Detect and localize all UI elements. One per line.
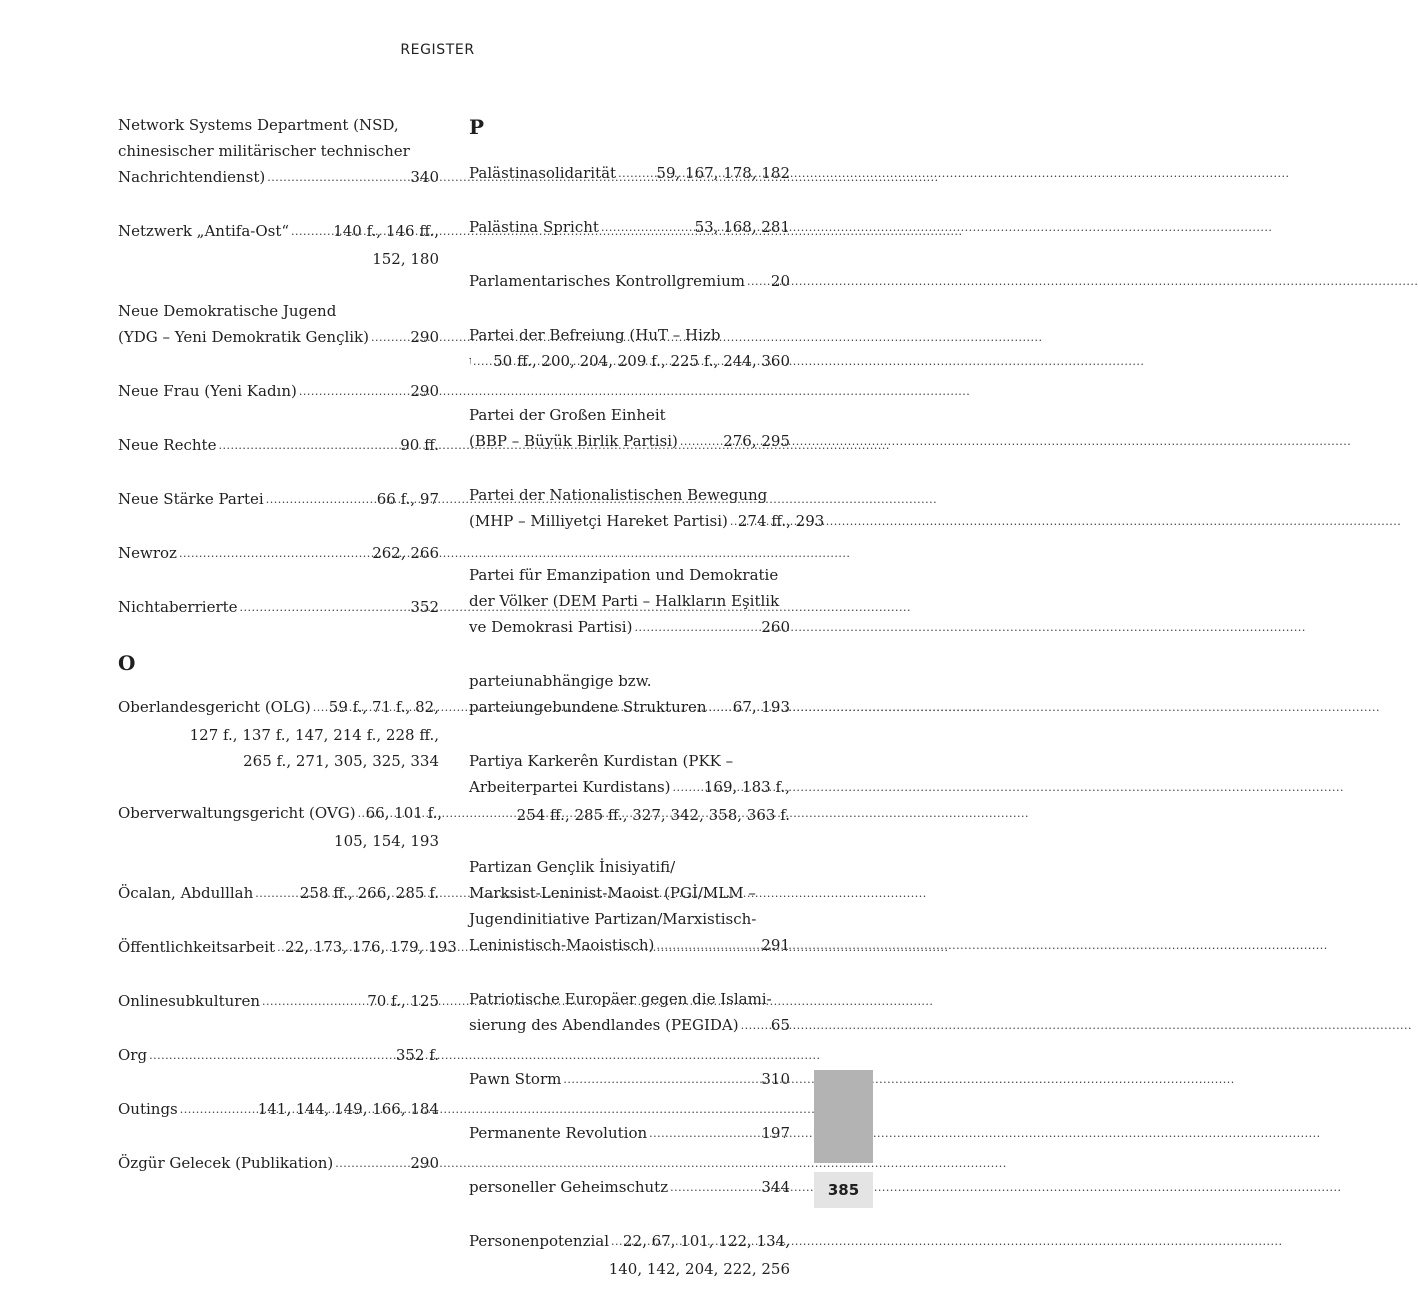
entry-page-refs: 67, 193 — [732, 698, 790, 716]
index-entries-p — [469, 160, 825, 1282]
index-entry — [469, 562, 790, 642]
entry-page-refs: 59 f., 71 f., 82, — [328, 698, 439, 716]
entry-page-refs: 352 f. — [395, 1046, 439, 1064]
entry-leader-line — [118, 988, 439, 1016]
entry-page-refs: 65 — [770, 1016, 790, 1034]
dot-leader — [149, 1043, 394, 1069]
entry-term: Outings — [118, 1100, 178, 1118]
entry-page-refs: 22, 173, 176, 179, 193 — [285, 938, 457, 956]
dot-leader — [649, 1121, 759, 1147]
entry-leader-line — [469, 774, 790, 802]
entry-leader-line — [469, 1012, 790, 1040]
entry-term-line: Partizan Gençlik İnisiyatifi/ — [469, 858, 676, 876]
index-entry — [469, 160, 790, 188]
entry-term: Newroz — [118, 544, 177, 562]
index-entry — [118, 432, 439, 460]
entry-term: Org — [118, 1046, 148, 1064]
dot-leader — [741, 1013, 769, 1039]
entry-page-refs: 310 — [761, 1070, 790, 1088]
entry-term-line: Partei der Großen Einheit — [469, 406, 666, 424]
entry-leader-line — [469, 1174, 790, 1202]
entry-page-refs: 291 — [761, 936, 790, 954]
index-entries-n — [118, 112, 439, 622]
index-entry — [469, 668, 790, 722]
entry-term: Neue Rechte — [118, 436, 217, 454]
entry-page-refs: 290 — [410, 382, 439, 400]
entry-leader-line — [469, 508, 825, 536]
dot-leader — [618, 161, 654, 187]
index-entry — [469, 1066, 790, 1094]
entry-term: Arbeiterpartei Kurdistans) — [469, 778, 671, 796]
index-entry — [118, 378, 439, 406]
entry-leader-line — [469, 160, 790, 188]
entry-page-refs: 22, 67, 101, 122, 134, — [623, 1232, 790, 1250]
entry-page-refs-continued: 152, 180 — [372, 250, 439, 268]
entry-page-refs: 262, 266 — [372, 544, 439, 562]
entry-term: ve Demokrasi Partisi) — [469, 618, 633, 636]
index-entry — [469, 748, 790, 828]
entry-term-line: Partei der Befreiung (HuT – Hizb — [469, 326, 721, 344]
index-entry — [118, 1150, 439, 1178]
entry-page-refs: 140 f., 146 ff., — [333, 222, 439, 240]
dot-leader — [335, 1151, 408, 1177]
entry-term: Öffentlichkeitsarbeit — [118, 938, 276, 956]
entry-leader-line — [469, 1066, 790, 1094]
entry-page-refs: 169, 183 f., — [703, 778, 790, 796]
index-entry — [118, 694, 439, 774]
entry-term: (YDG – Yeni Demokratik Gençlik) — [118, 328, 370, 346]
dot-leader — [673, 775, 702, 801]
entry-term: (MHP – Milliyetçi Hareket Partisi) — [469, 512, 728, 530]
entry-page-refs: 70 f., 125 — [367, 992, 439, 1010]
dot-leader — [313, 695, 327, 721]
index-entry — [118, 1042, 439, 1070]
dot-leader — [563, 1067, 759, 1093]
entry-page-refs-continued: 254 ff., 285 ff., 327, 342, 358, 363 f. — [516, 806, 790, 824]
entry-term-line: chinesischer militärischer technischer — [118, 142, 410, 160]
entry-leader-line — [118, 164, 439, 192]
entry-leader-line — [118, 432, 439, 460]
entry-page-refs-continued: 127 f., 137 f., 147, 214 f., 228 ff., — [189, 726, 439, 744]
entry-term: Nichtaberrierte — [118, 598, 238, 616]
dot-leader — [240, 595, 409, 621]
entry-page-refs: 276, 295 — [723, 432, 790, 450]
entry-leader-line — [118, 540, 439, 568]
index-entry — [469, 482, 825, 536]
entry-page-refs: 258 ff., 266, 285 f. — [299, 884, 439, 902]
entry-page-refs-continued: 140, 142, 204, 222, 256 — [608, 1260, 790, 1278]
entry-leader-line — [118, 1150, 439, 1178]
entry-term-line: Partei der Nationalistischen Bewegung — [469, 486, 768, 504]
entry-leader-line — [118, 934, 457, 962]
entry-page-refs: 66 f., 97 — [376, 490, 439, 508]
index-entry — [118, 486, 439, 514]
dot-leader — [180, 1097, 256, 1123]
entry-page-refs-continued: 265 f., 271, 305, 325, 334 — [243, 752, 439, 770]
entry-term-line: Network Systems Department (NSD, — [118, 116, 399, 134]
entry-leader-line — [118, 880, 439, 908]
entry-page-refs: 260 — [761, 618, 790, 636]
entry-leader-line — [118, 1096, 439, 1124]
entry-term: Personenpotenzial — [469, 1232, 610, 1250]
entry-page-refs: 344 — [761, 1178, 790, 1196]
entry-term: Parlamentarisches Kontrollgremium — [469, 272, 745, 290]
index-entry — [118, 540, 439, 568]
entry-term: Neue Stärke Partei — [118, 490, 264, 508]
entry-page-refs-continued: 105, 154, 193 — [334, 832, 439, 850]
dot-leader — [255, 881, 298, 907]
dot-leader — [179, 541, 370, 567]
index-entry — [118, 112, 439, 192]
dot-leader — [634, 615, 759, 641]
dot-leader — [371, 325, 408, 351]
dot-leader — [358, 801, 364, 827]
index-entry — [469, 1174, 790, 1202]
entry-term-line: Neue Demokratische Jugend — [118, 302, 337, 320]
entry-term: Pawn Storm — [469, 1070, 562, 1088]
entry-term: (BBP – Büyük Birlik Partisi) — [469, 432, 678, 450]
section-letter-p: P — [469, 115, 485, 139]
entry-leader-line — [469, 932, 790, 960]
dot-leader — [656, 933, 759, 959]
entry-page-refs: 53, 168, 281 — [694, 218, 790, 236]
index-entry — [469, 322, 790, 376]
index-entry — [469, 214, 790, 242]
entry-term-line: Partiya Karkerên Kurdistan (PKK – — [469, 752, 734, 770]
index-column-left — [118, 112, 457, 1204]
entry-leader-line — [469, 1228, 790, 1256]
dot-leader — [601, 215, 693, 241]
entry-leader-line — [118, 486, 439, 514]
entry-page-refs: 20 — [770, 272, 790, 290]
entry-leader-line — [469, 214, 790, 242]
index-entry — [469, 268, 790, 296]
entry-page-refs: 66, 101 f., — [365, 804, 443, 822]
entry-leader-line — [118, 378, 439, 406]
entry-leader-line — [118, 324, 439, 352]
entry-page-refs: 352 — [410, 598, 439, 616]
entry-term: Onlinesubkulturen — [118, 992, 260, 1010]
entry-term-line: Patriotische Europäer gegen die Islami- — [469, 990, 772, 1008]
dot-leader — [709, 695, 731, 721]
entry-page-refs: 340 — [410, 168, 439, 186]
entry-term: Oberlandesgericht (OLG) — [118, 698, 311, 716]
dot-leader — [730, 509, 736, 535]
index-entry — [118, 298, 439, 352]
index-entry — [118, 880, 439, 908]
entry-page-refs: 290 — [410, 328, 439, 346]
page-number: 385 — [814, 1172, 873, 1208]
entry-term: sierung des Abendlandes (PEGIDA) — [469, 1016, 739, 1034]
entry-leader-line — [118, 218, 439, 246]
dot-leader — [747, 269, 769, 295]
index-entry — [469, 986, 790, 1040]
entry-term: Oberverwaltungsgericht (OVG) — [118, 804, 356, 822]
entry-term: personeller Geheimschutz — [469, 1178, 669, 1196]
entry-leader-line — [469, 1120, 790, 1148]
index-column-right — [469, 112, 825, 1308]
dot-leader — [611, 1229, 621, 1255]
running-head: REGISTER — [400, 42, 475, 58]
index-entry — [118, 594, 439, 622]
entry-term-line: der Völker (DEM Parti – Halkların Eşitlik — [469, 592, 780, 610]
entry-term: Palästina Spricht — [469, 218, 599, 236]
thumb-tab — [814, 1070, 873, 1163]
entry-leader-line — [469, 694, 790, 722]
entry-leader-line — [469, 348, 790, 376]
entry-page-refs: 59, 167, 178, 182 — [656, 164, 790, 182]
dot-leader — [291, 219, 331, 245]
entry-leader-line — [118, 694, 439, 722]
entry-term: Nachrichtendienst) — [118, 168, 266, 186]
entry-page-refs: 90 ff. — [400, 436, 439, 454]
dot-leader — [670, 1175, 759, 1201]
entry-term: Neue Frau (Yeni Kadın) — [118, 382, 297, 400]
entry-leader-line — [469, 268, 790, 296]
entry-page-refs: 290 — [410, 1154, 439, 1172]
entry-page-refs: 274 ff., 293 — [737, 512, 825, 530]
index-entry — [469, 402, 790, 456]
entry-term: Öcalan, Abdulllah — [118, 884, 254, 902]
entry-leader-line — [469, 614, 790, 642]
entry-term-line: Jugendinitiative Partizan/Marxistisch- — [469, 910, 757, 928]
index-entry — [118, 934, 457, 962]
section-letter-o: O — [118, 651, 136, 675]
index-entry — [469, 854, 790, 960]
entry-leader-line — [118, 1042, 439, 1070]
entry-leader-line — [118, 800, 443, 828]
entry-term: Özgür Gelecek (Publikation) — [118, 1154, 334, 1172]
entry-page-refs: 141, 144, 149, 166, 184 — [257, 1100, 439, 1118]
entry-term: Palästinasolidarität — [469, 164, 617, 182]
entry-term: Leninistisch-Maoistisch) — [469, 936, 655, 954]
entry-term: parteiungebundene Strukturen — [469, 698, 707, 716]
dot-leader — [266, 487, 375, 513]
entry-term-line: parteiunabhängige bzw. — [469, 672, 652, 690]
entry-term: Netzwerk „Antifa-Ost“ — [118, 222, 290, 240]
entry-leader-line — [469, 428, 790, 456]
dot-leader — [218, 433, 398, 459]
dot-leader — [299, 379, 408, 405]
dot-leader — [267, 165, 408, 191]
entry-term-line: Partei für Emanzipation und Demokratie — [469, 566, 779, 584]
index-entry — [118, 1096, 439, 1124]
entry-page-refs: 50 ff., 200, 204, 209 f., 225 f., 244, 360 — [493, 352, 790, 370]
index-entry — [469, 1228, 790, 1282]
entry-page-refs: 197 — [761, 1124, 790, 1142]
dot-leader — [262, 989, 365, 1015]
entry-leader-line — [118, 594, 439, 622]
entry-term-line: Marksist-Leninist-Maoist (PGİ/MLM – — [469, 884, 756, 902]
entry-term — [469, 348, 471, 374]
index-entry — [118, 800, 443, 854]
index-entry — [469, 1120, 790, 1148]
dot-leader — [680, 429, 721, 455]
dot-leader — [277, 935, 283, 961]
index-entry — [118, 218, 439, 272]
index-entry — [118, 988, 439, 1016]
index-entries-o — [118, 694, 457, 1178]
entry-term: Permanente Revolution — [469, 1124, 648, 1142]
dot-leader — [473, 349, 491, 375]
